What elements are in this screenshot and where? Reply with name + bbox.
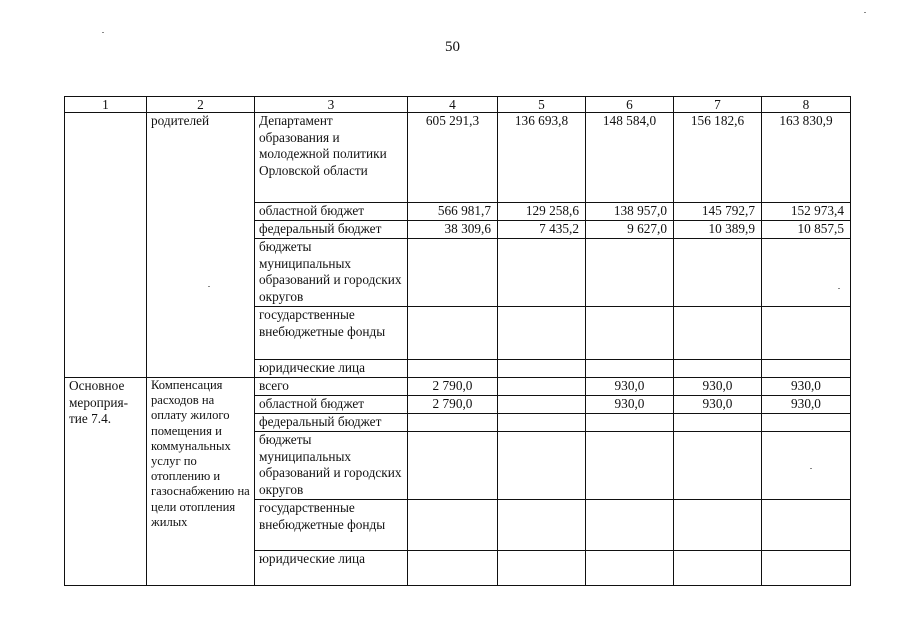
source-cell: бюджеты муниципальных образований и городских округов <box>255 239 408 307</box>
scan-speck <box>838 288 840 289</box>
value-cell <box>674 307 762 360</box>
value-cell <box>498 239 586 307</box>
header-cell: 7 <box>674 97 762 113</box>
value-cell <box>498 500 586 551</box>
scan-speck <box>810 468 812 469</box>
value-cell: 136 693,8 <box>498 113 586 203</box>
value-cell <box>586 360 674 378</box>
value-cell <box>408 239 498 307</box>
value-cell <box>586 432 674 500</box>
table-row <box>65 378 851 396</box>
measure-cell: Основное мероприя-тие 7.4. <box>65 378 147 586</box>
table-row <box>65 113 851 203</box>
value-cell <box>586 307 674 360</box>
value-cell <box>408 432 498 500</box>
header-cell: 3 <box>255 97 408 113</box>
value-cell <box>586 551 674 586</box>
page-number: 50 <box>445 39 460 55</box>
source-cell: государственные внебюджетные фонды <box>255 500 408 551</box>
value-cell <box>674 239 762 307</box>
value-cell: 930,0 <box>762 378 851 396</box>
value-cell <box>674 551 762 586</box>
value-cell <box>408 551 498 586</box>
value-cell: 2 790,0 <box>408 396 498 414</box>
source-cell: федеральный бюджет <box>255 221 408 239</box>
value-cell: 10 389,9 <box>674 221 762 239</box>
source-cell: всего <box>255 378 408 396</box>
value-cell: 38 309,6 <box>408 221 498 239</box>
source-cell: федеральный бюджет <box>255 414 408 432</box>
description-cell: родителей <box>147 113 255 378</box>
value-cell <box>762 307 851 360</box>
value-cell <box>762 414 851 432</box>
value-cell: 605 291,3 <box>408 113 498 203</box>
value-cell <box>498 378 586 396</box>
value-cell <box>408 360 498 378</box>
value-cell <box>762 360 851 378</box>
value-cell: 7 435,2 <box>498 221 586 239</box>
value-cell: 930,0 <box>674 378 762 396</box>
value-cell <box>674 360 762 378</box>
source-cell: юридические лица <box>255 360 408 378</box>
value-cell: 9 627,0 <box>586 221 674 239</box>
value-cell: 163 830,9 <box>762 113 851 203</box>
header-cell: 5 <box>498 97 586 113</box>
value-cell: 930,0 <box>586 396 674 414</box>
source-cell: государственные внебюджетные фонды <box>255 307 408 360</box>
value-cell: 138 957,0 <box>586 203 674 221</box>
value-cell <box>586 414 674 432</box>
value-cell: 10 857,5 <box>762 221 851 239</box>
header-cell: 6 <box>586 97 674 113</box>
source-cell: областной бюджет <box>255 396 408 414</box>
value-cell: 2 790,0 <box>408 378 498 396</box>
value-cell: 152 973,4 <box>762 203 851 221</box>
value-cell <box>762 239 851 307</box>
budget-table <box>64 96 851 586</box>
value-cell <box>586 500 674 551</box>
value-cell <box>674 500 762 551</box>
value-cell <box>498 551 586 586</box>
source-cell: Департамент образования и молодежной политики Орловской области <box>255 113 408 203</box>
value-cell <box>408 414 498 432</box>
description-cell: Компенсация расходов на оплату жилого помещения и коммунальных услуг по отоплению и газоснабжению на цели отопления жилых <box>147 378 255 586</box>
value-cell: 156 182,6 <box>674 113 762 203</box>
value-cell <box>762 500 851 551</box>
source-cell: областной бюджет <box>255 203 408 221</box>
value-cell <box>408 307 498 360</box>
header-cell: 2 <box>147 97 255 113</box>
value-cell: 145 792,7 <box>674 203 762 221</box>
value-cell <box>674 414 762 432</box>
value-cell <box>498 432 586 500</box>
value-cell <box>498 360 586 378</box>
value-cell <box>498 307 586 360</box>
value-cell: 129 258,6 <box>498 203 586 221</box>
header-cell: 1 <box>65 97 147 113</box>
value-cell <box>762 551 851 586</box>
value-cell <box>498 396 586 414</box>
source-cell: бюджеты муниципальных образований и городских округов <box>255 432 408 500</box>
value-cell <box>498 414 586 432</box>
value-cell <box>586 239 674 307</box>
value-cell: 148 584,0 <box>586 113 674 203</box>
value-cell: 566 981,7 <box>408 203 498 221</box>
value-cell: 930,0 <box>674 396 762 414</box>
value-cell: 930,0 <box>762 396 851 414</box>
measure-cell <box>65 113 147 378</box>
header-cell: 8 <box>762 97 851 113</box>
value-cell <box>408 500 498 551</box>
source-cell: юридические лица <box>255 551 408 586</box>
value-cell <box>674 432 762 500</box>
value-cell: 930,0 <box>586 378 674 396</box>
value-cell <box>762 432 851 500</box>
scan-speck <box>864 12 866 13</box>
header-row <box>65 97 851 113</box>
scan-speck <box>102 32 104 33</box>
header-cell: 4 <box>408 97 498 113</box>
scan-speck <box>208 286 210 287</box>
